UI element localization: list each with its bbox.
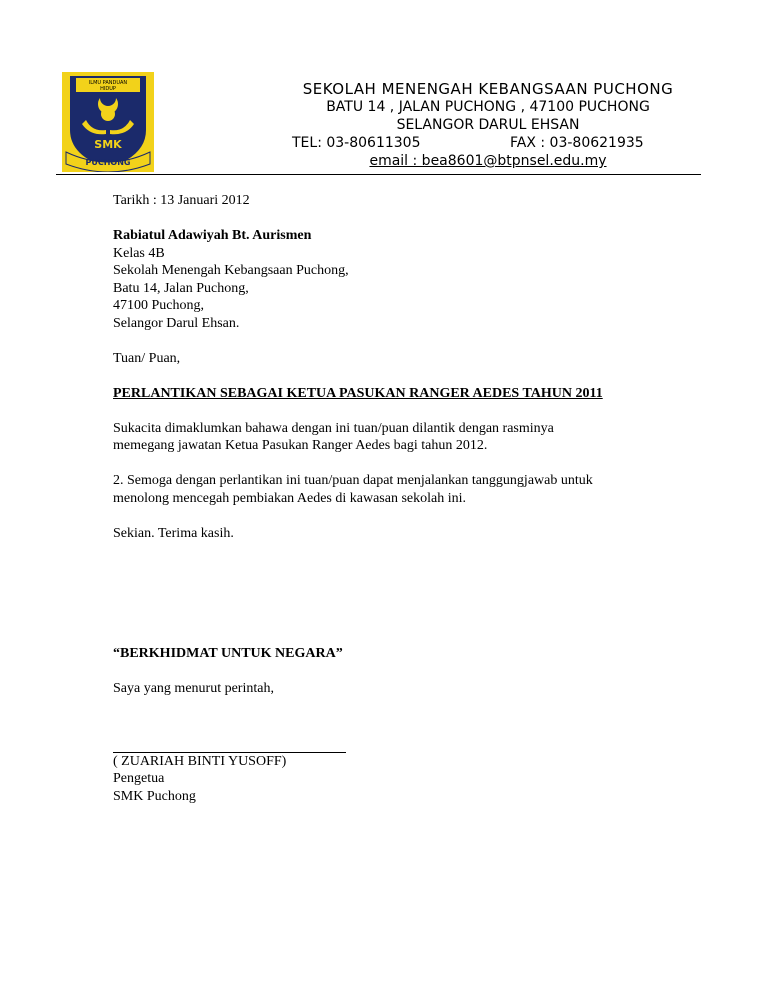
- address-line-1: BATU 14 , JALAN PUCHONG , 47100 PUCHONG: [326, 99, 650, 115]
- letter-subject: PERLANTIKAN SEBAGAI KETUA PASUKAN RANGER AEDES TAHUN 2011: [113, 385, 603, 401]
- letterhead-text: [200, 80, 768, 170]
- logo-motto-1: ILMU PANDUAN: [88, 80, 128, 86]
- logo-initials: SMK: [94, 138, 122, 151]
- email-link[interactable]: email : bea8601@btpnsel.edu.my: [369, 153, 607, 169]
- signatory-name: ( ZUARIAH BINTI YUSOFF): [113, 753, 287, 769]
- paragraph-2-line-2: menolong mencegah pembiakan Aedes di kawasan sekolah ini.: [113, 490, 467, 506]
- signatory-title: Pengetua: [113, 771, 165, 786]
- motto: “BERKHIDMAT UNTUK NEGARA”: [113, 646, 343, 661]
- recipient-address-line: Kelas 4B: [113, 245, 165, 261]
- letterhead: [0, 0, 768, 180]
- recipient-address-line: Selangor Darul Ehsan.: [113, 315, 240, 331]
- recipient-name: Rabiatul Adawiyah Bt. Aurismen: [113, 228, 312, 243]
- yours-faithfully: Saya yang menurut perintah,: [113, 681, 274, 696]
- fax: FAX : 03-80621935: [510, 135, 644, 151]
- logo-torch-flame: [101, 107, 115, 121]
- school-logo: [62, 72, 154, 172]
- paragraph-1-line-1: Sukacita dimaklumkan bahawa dengan ini tuan/puan dilantik dengan rasminya: [113, 420, 554, 436]
- address-line-2: SELANGOR DARUL EHSAN: [396, 117, 580, 133]
- logo-motto-2: HIDUP: [100, 86, 116, 92]
- closing: Sekian. Terima kasih.: [113, 525, 234, 541]
- contact-row: [200, 134, 768, 152]
- signatory-organisation: SMK Puchong: [113, 788, 196, 804]
- header-divider: [56, 174, 701, 175]
- paragraph-2-line-1: 2. Semoga dengan perlantikan ini tuan/puan dapat menjalankan tanggungjawab untuk: [113, 473, 593, 488]
- salutation: Tuan/ Puan,: [113, 350, 181, 366]
- letter-date: Tarikh : 13 Januari 2012: [113, 193, 250, 208]
- school-name: SEKOLAH MENENGAH KEBANGSAAN PUCHONG: [302, 80, 674, 98]
- recipient-address-line: Sekolah Menengah Kebangsaan Puchong,: [113, 263, 349, 278]
- letter-body: [113, 192, 673, 805]
- recipient-address-line: 47100 Puchong,: [113, 298, 204, 313]
- logo-banner-text: PUCHONG: [85, 158, 131, 167]
- paragraph-1-line-2: memegang jawatan Ketua Pasukan Ranger Aedes bagi tahun 2012.: [113, 438, 488, 453]
- telephone: TEL: 03-80611305: [292, 135, 421, 151]
- recipient-address-line: Batu 14, Jalan Puchong,: [113, 280, 249, 296]
